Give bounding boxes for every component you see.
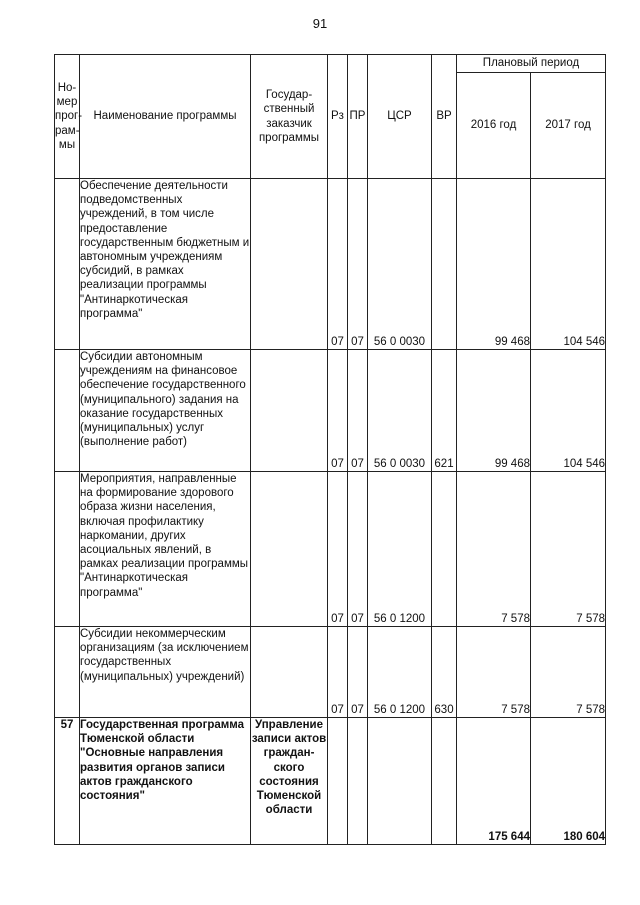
header-csr: ЦСР <box>368 55 432 179</box>
row-customer <box>251 627 328 718</box>
row-2016: 99 468 <box>457 350 531 472</box>
row-name: Государственная программа Тюменской области "Основные направления развития органов записи актов гражданского состояния" <box>80 718 251 845</box>
table-row <box>55 472 606 627</box>
row-2016: 7 578 <box>457 472 531 627</box>
header-number <box>55 55 83 179</box>
row-2017: 7 578 <box>531 627 606 718</box>
header-customer <box>251 55 328 179</box>
table-row <box>55 179 606 350</box>
row-csr: 56 0 0030 <box>368 179 432 350</box>
table-row <box>55 718 606 845</box>
row-customer <box>251 350 328 472</box>
page-number: 91 <box>312 16 328 31</box>
row-csr: 56 0 1200 <box>368 627 432 718</box>
row-number <box>55 350 80 472</box>
header-row <box>55 55 606 73</box>
row-csr: 56 0 1200 <box>368 472 432 627</box>
row-number <box>55 179 80 350</box>
row-rz: 07 <box>328 627 348 718</box>
row-name: Субсидии некоммерческим организациям (за исключением государственных (муниципальных) учреждений) <box>80 627 251 718</box>
row-csr <box>368 718 432 845</box>
row-number <box>55 472 80 627</box>
row-rz: 07 <box>328 179 348 350</box>
row-csr: 56 0 0030 <box>368 350 432 472</box>
row-name: Обеспечение деятельности подведомственных учреждений, в том числе предоставление государственным бюджетным и автономным учреждениям субсидий, в рамках реализации программы "Антинаркотическая программа" <box>80 179 251 350</box>
row-vr <box>432 718 457 845</box>
row-rz: 07 <box>328 472 348 627</box>
row-pr: 07 <box>348 627 368 718</box>
row-rz: 07 <box>328 350 348 472</box>
row-2016: 99 468 <box>457 179 531 350</box>
row-number: 57 <box>55 718 80 845</box>
row-customer <box>251 472 328 627</box>
header-pr: ПР <box>348 55 368 179</box>
table-row <box>55 627 606 718</box>
row-2016: 175 644 <box>457 718 531 845</box>
row-customer: Управление записи актов граждан-ского состояния Тюменской области <box>251 718 328 845</box>
table-row <box>55 350 606 472</box>
header-customer-text: Государ- ственный заказчик программы <box>258 89 320 144</box>
row-name: Мероприятия, направленные на формирование здорового образа жизни населения, включая профилактику наркомании, других асоциальных явлений, в рамках реализации программы "Антинаркотическая программа" <box>80 472 251 627</box>
row-2016: 7 578 <box>457 627 531 718</box>
row-2017: 104 546 <box>531 179 606 350</box>
row-vr: 621 <box>432 350 457 472</box>
row-pr <box>348 718 368 845</box>
row-vr <box>432 472 457 627</box>
row-pr: 07 <box>348 350 368 472</box>
row-rz <box>328 718 348 845</box>
header-planned-period: Плановый период <box>457 55 606 73</box>
row-2017: 7 578 <box>531 472 606 627</box>
header-number-text: Но- мер прог- рам- мы <box>55 81 83 151</box>
header-year-2017: 2017 год <box>531 73 606 179</box>
row-2017: 104 546 <box>531 350 606 472</box>
row-pr: 07 <box>348 179 368 350</box>
row-vr <box>432 179 457 350</box>
row-vr: 630 <box>432 627 457 718</box>
row-customer <box>251 179 328 350</box>
header-year-2016: 2016 год <box>457 73 531 179</box>
row-number <box>55 627 80 718</box>
header-rz: Рз <box>328 55 348 179</box>
row-name: Субсидии автономным учреждениям на финансовое обеспечение государственного (муниципального) задания на оказание государственных (муниципальных) услуг (выполнение работ) <box>80 350 251 472</box>
row-2017: 180 604 <box>531 718 606 845</box>
budget-table <box>54 54 606 845</box>
header-program-name: Наименование программы <box>80 55 251 179</box>
header-vr: ВР <box>432 55 457 179</box>
row-pr: 07 <box>348 472 368 627</box>
